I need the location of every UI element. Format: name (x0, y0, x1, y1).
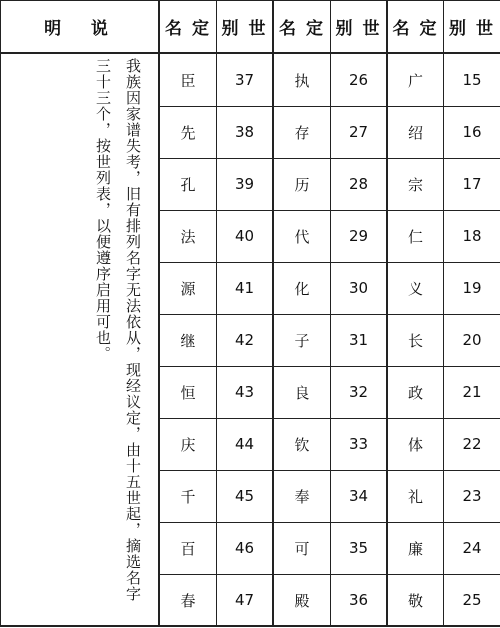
name-label-text: 名 定 (279, 18, 325, 39)
name-char-cell: 奉 (294, 487, 310, 506)
name-char-cell: 体 (407, 435, 423, 454)
generation-number-cell: 38 (234, 123, 255, 141)
generation-number-cell: 35 (348, 539, 369, 557)
generation-number-cell: 24 (462, 539, 482, 557)
name-char-cell: 仁 (407, 227, 423, 246)
name-char-cell: 宗 (407, 175, 423, 194)
generation-number-cell: 17 (462, 175, 482, 193)
header-name-label (160, 0, 216, 52)
name-char-cell: 敬 (407, 591, 423, 610)
header-generation-label (444, 0, 500, 52)
name-char-cell: 化 (294, 279, 310, 298)
generation-number-cell: 41 (234, 279, 255, 297)
name-char-cell: 继 (180, 331, 196, 350)
name-char-cell: 礼 (407, 487, 423, 506)
name-char-cell: 百 (180, 539, 196, 558)
generation-label-text: 别 世 (449, 18, 495, 39)
name-char-cell: 可 (294, 539, 310, 558)
header-generation-label (217, 0, 272, 52)
rule-left (0, 0, 1, 627)
name-char-cell: 先 (180, 123, 196, 142)
generation-number-cell: 39 (234, 175, 255, 193)
generation-number-cell: 23 (462, 487, 482, 505)
generation-number-cell: 45 (234, 487, 255, 505)
name-char-cell: 长 (407, 331, 423, 350)
generation-number-cell: 36 (348, 591, 369, 609)
generation-number-cell: 33 (348, 435, 369, 453)
generation-number-cell: 25 (462, 591, 482, 609)
name-char-cell: 良 (294, 383, 310, 402)
generation-number-cell: 37 (234, 71, 255, 89)
generation-number-cell: 20 (462, 331, 482, 349)
header-note-title (0, 0, 158, 52)
name-char-cell: 义 (407, 279, 423, 298)
generation-number-cell: 27 (348, 123, 369, 141)
name-char-cell: 存 (294, 123, 310, 142)
note-line-2: 三十三个，按世列表，以便遵序启用可也。 (94, 58, 112, 362)
name-char-cell: 春 (180, 591, 196, 610)
generation-number-cell: 22 (462, 435, 482, 453)
note-line-1: 我族因家谱失考，旧有排列名字无法依从，现经议定，由十五世起，摘选名字 (124, 58, 142, 602)
name-char-cell: 执 (294, 71, 310, 90)
name-char-cell: 廉 (407, 539, 423, 558)
generation-number-cell: 40 (234, 227, 255, 245)
generation-number-cell: 31 (348, 331, 369, 349)
name-char-cell: 子 (294, 331, 310, 350)
generation-number-cell: 18 (462, 227, 482, 245)
generation-label-text: 别 世 (335, 18, 382, 39)
header-generation-label (331, 0, 386, 52)
generation-number-cell: 30 (348, 279, 369, 297)
name-char-cell: 政 (407, 383, 423, 402)
generation-number-cell: 21 (462, 383, 482, 401)
generation-number-cell: 42 (234, 331, 255, 349)
generation-number-cell: 34 (348, 487, 369, 505)
name-char-cell: 孔 (180, 175, 196, 194)
name-char-cell: 千 (180, 487, 196, 506)
name-char-cell: 臣 (180, 71, 196, 90)
name-char-cell: 恒 (180, 383, 196, 402)
name-char-cell: 法 (180, 227, 196, 246)
name-char-cell: 源 (180, 279, 196, 298)
generation-number-cell: 19 (462, 279, 482, 297)
name-char-cell: 殿 (294, 591, 310, 610)
generation-number-cell: 26 (348, 71, 369, 89)
generation-number-cell: 29 (348, 227, 369, 245)
name-label-text: 名 定 (392, 18, 439, 39)
generation-number-cell: 15 (462, 71, 482, 89)
generation-number-cell: 32 (348, 383, 369, 401)
name-char-cell: 代 (294, 227, 310, 246)
generation-number-cell: 16 (462, 123, 482, 141)
name-char-cell: 钦 (294, 435, 310, 454)
note-title-text: 明 说 (44, 18, 114, 39)
generation-label-text: 别 世 (221, 18, 268, 39)
generation-number-cell: 46 (234, 539, 255, 557)
header-name-label (388, 0, 443, 52)
name-char-cell: 历 (294, 175, 310, 194)
name-char-cell: 绍 (407, 123, 423, 142)
generation-number-cell: 44 (234, 435, 255, 453)
header-name-label (274, 0, 330, 52)
name-label-text: 名 定 (165, 18, 211, 39)
generation-number-cell: 43 (234, 383, 255, 401)
name-char-cell: 广 (407, 71, 423, 90)
generation-number-cell: 28 (348, 175, 369, 193)
generation-number-cell: 47 (234, 591, 255, 609)
name-char-cell: 庆 (180, 435, 196, 454)
